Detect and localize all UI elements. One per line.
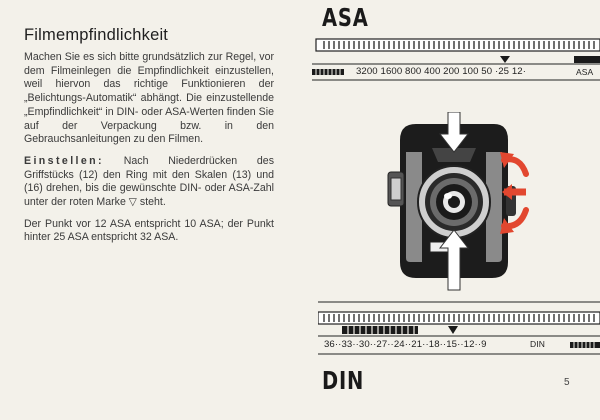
page-number: 5 xyxy=(564,377,570,388)
asa-end-label: ASA xyxy=(576,67,594,77)
paragraph-intro: Machen Sie es sich bitte grundsätzlich zur Regel, vor dem Filmeinlegen die Empfindlichkeit einzustellen, weil hiervon das richtige Funktionieren der „Belichtungs-Automatik“ abhängt. Die einzustellende „Empfindlichkeit“ in DIN- oder ASA-Werten finden Sie auf der Verpackung bzw. in den Gebrauchsanleitungen zu den Filmen. xyxy=(24,51,274,146)
setting-text: Nach Niederdrücken des Griffstücks (12) den Ring mit den Skalen (13) und (16) drehen, bis die gewünschte DIN- oder ASA-Zahl unter der roten Marke ▽ steht. xyxy=(24,154,274,209)
paragraph-points: Der Punkt vor 12 ASA entspricht 10 ASA; der Punkt hinter 25 ASA entspricht 32 ASA. xyxy=(24,217,274,244)
din-end-label: DIN xyxy=(530,339,545,349)
din-pointer-mark xyxy=(448,326,458,334)
din-scale-values: 36··33··30··27··24··21··18··15··12··9 xyxy=(324,339,487,350)
paragraph-setting xyxy=(24,155,274,210)
din-dial-strip xyxy=(318,300,600,358)
asa-dial-strip xyxy=(312,36,600,82)
asa-knurl-ticks xyxy=(324,41,594,49)
asa-scale-values: 3200 1600 800 400 200 100 50 ·25 12· xyxy=(356,66,527,77)
rotation-arrows xyxy=(498,140,538,240)
asa-title: ASA xyxy=(322,3,369,32)
section-heading: Filmempfindlichkeit xyxy=(24,26,169,44)
text-column xyxy=(24,26,274,253)
asa-pointer-mark xyxy=(500,56,510,63)
setting-label: Einstellen: xyxy=(24,154,104,167)
din-title: DIN xyxy=(322,366,365,395)
